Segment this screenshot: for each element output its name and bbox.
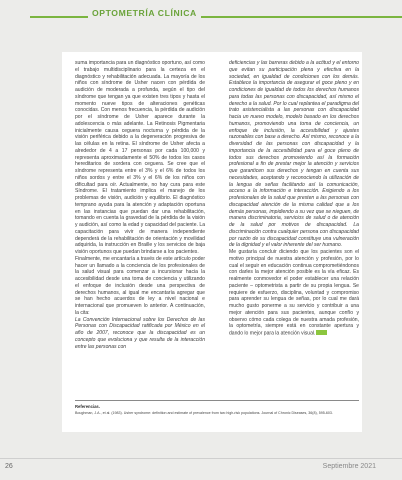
article-page xyxy=(62,52,362,432)
section-title: OPTOMETRÍA CLÍNICA xyxy=(88,8,201,18)
left-paragraph-1: suma importancia para un diagnóstico oportuno, así como el trabajo multidisciplinario para la certeza en el diagnóstico y rehabilitación adecuada. La mayoría de los niños con síndrome de Usher nacen con pérdida de audición de moderada a profunda, según el tipo del síndrome que tengan ya que existen tres tipos y hasta el momento nueve tipos de alteraciones genéticas conocidas. Con menos frecuencia, la pérdida de audición por el síndrome de Usher aparece durante la adolescencia o más adelante. La Retinosis Pigmentaria inicialmente causa ceguera nocturna y pérdida de la visión periférica debido a la degeneración progresiva de las células en la retina. El síndrome de Usher afecta a alrededor de 4 a 17 personas por cada 100,000 y representa aproximadamente el 50% de todos los casos hereditarios de sordera con ceguera. Se cree que el síndrome representa entre el 3% y el 6% de todos los niños sordos y entre el 3% y el 6% de los niños con dificultad para oír. Actualmente, no hay cura para este Síndrome. El tratamiento implica el manejo de los problemas de visión, audición y equilibrio. El diagnóstico temprano ayuda para la atención y adaptación oportuna en las instancias que puedan dar una rehabilitación, tomando en cuenta la gravedad de la pérdida de la visión y audición, así como la edad y capacidad del paciente. La capacitación para vivir de manera independiente dependerá de la rehabilitación de orientación y movilidad adquirida, la instrucción en Braille y los servicios de baja visión oportunos que puedan brindarse a los pacientes. xyxy=(75,60,205,255)
left-column xyxy=(75,60,205,350)
right-paragraph-1-quote: deficiencias y las barreras debido a la actitud y el entorno que evitan su participación plena y efectiva en la sociedad, en igualdad de condiciones con los demás. Establece la importancia de asegurar el goce pleno y en condiciones de igualdad de todos los derechos humanos para todas las personas con discapacidad, así mismo el derecho a la salud. Por lo cual replantea el paradigma del trato asistencialista a las personas con discapacidad hacia un nuevo modelo, modelo basado en los derechos humanos, promoviendo una toma de conciencia, un enfoque de inclusión, la accesibilidad y ajustes razonables con base a derecho. Así mismo, reconoce a la diversidad de las personas con discapacidad y la importancia de la accesibilidad para el goce pleno de todos sus derechos promoviendo así la formación profesional a fin de prestar mejor la atención y servicios que garanticen sus derechos y tengan en cuenta sus necesidades, aceptando y reconociendo la utilización de la lengua de señas facilitando así la comunicación, acceso a la información e interacción. Exigiendo a los profesionales de la salud que presten a las personas con discapacidad atención de la misma calidad que a los demás personas, impidiendo a su vez que se nieguen, de manera discriminatoria, servicios de salud o de atención de la salud por motivos de discapacidad. La discriminación contra cualquier persona con discapacidad por razón de su discapacidad constituye una vulneración de la dignidad y el valor inherente del ser humano. xyxy=(229,60,359,249)
references-title: Referencias. xyxy=(75,404,100,409)
footer-divider xyxy=(0,458,402,459)
right-paragraph-2-text: Me gustaría concluir diciendo que los pacientes son el motivo principal de nuestra atención y profesión, por lo cual el seguir en educación continua comprometiéndonos con darles la mejor atención posible es la vía eficaz. Es realmente conmovedor el poder establecer una relación paciente – optometrista a partir de su propia lengua. Se requiere de esfuerzo, disciplina, voluntad y compromiso para aprender su lengua de señas, por lo cual me dará mucho gusto ponerme a su servicio y contribuir a una mejor atención para sus pacientes, aunque confío y observo cómo cada colega de nuestra amada profesión, la optometría, siempre está en constante apertura y dando lo mejor para la atención visual. xyxy=(229,249,359,337)
right-paragraph-2 xyxy=(229,249,359,337)
left-paragraph-2: Finalmente, me encantaría a través de este artículo poder hacer un llamado a la conciencia de los profesionales de la salud visual para comenzar a incursionar hacia la accesibilidad desde una toma de conciencia y utilizando el enfoque de inclusión desde una perspectiva de derechos humanos, al igual me encantaría agregar que se han hecho acuerdos de ley a nivel nacional e internacional que promueven lo anterior. A continuación, la cita: xyxy=(75,255,205,316)
reference-entry: Boughman, J.A., et al. (1983). Usher syndrome: definition and estimate of prevalence from two high-risk populations. Journal of Chronic Diseases, 36(8), 595-603. xyxy=(75,411,333,415)
right-column xyxy=(229,60,359,337)
header-accent-line xyxy=(30,16,402,18)
left-paragraph-3-quote: La Convención Internacional sobre los Derechos de las Personas con Discapacidad ratificada por México en el año de 2007, reconoce que la discapacidad es un concepto que evoluciona y que resulta de la interacción entre las personas con xyxy=(75,316,205,350)
page-number: 26 xyxy=(5,463,13,470)
end-of-article-icon xyxy=(316,330,327,335)
page-header xyxy=(0,0,402,34)
references-divider xyxy=(75,400,359,401)
issue-date: Septiembre 2021 xyxy=(322,463,376,470)
